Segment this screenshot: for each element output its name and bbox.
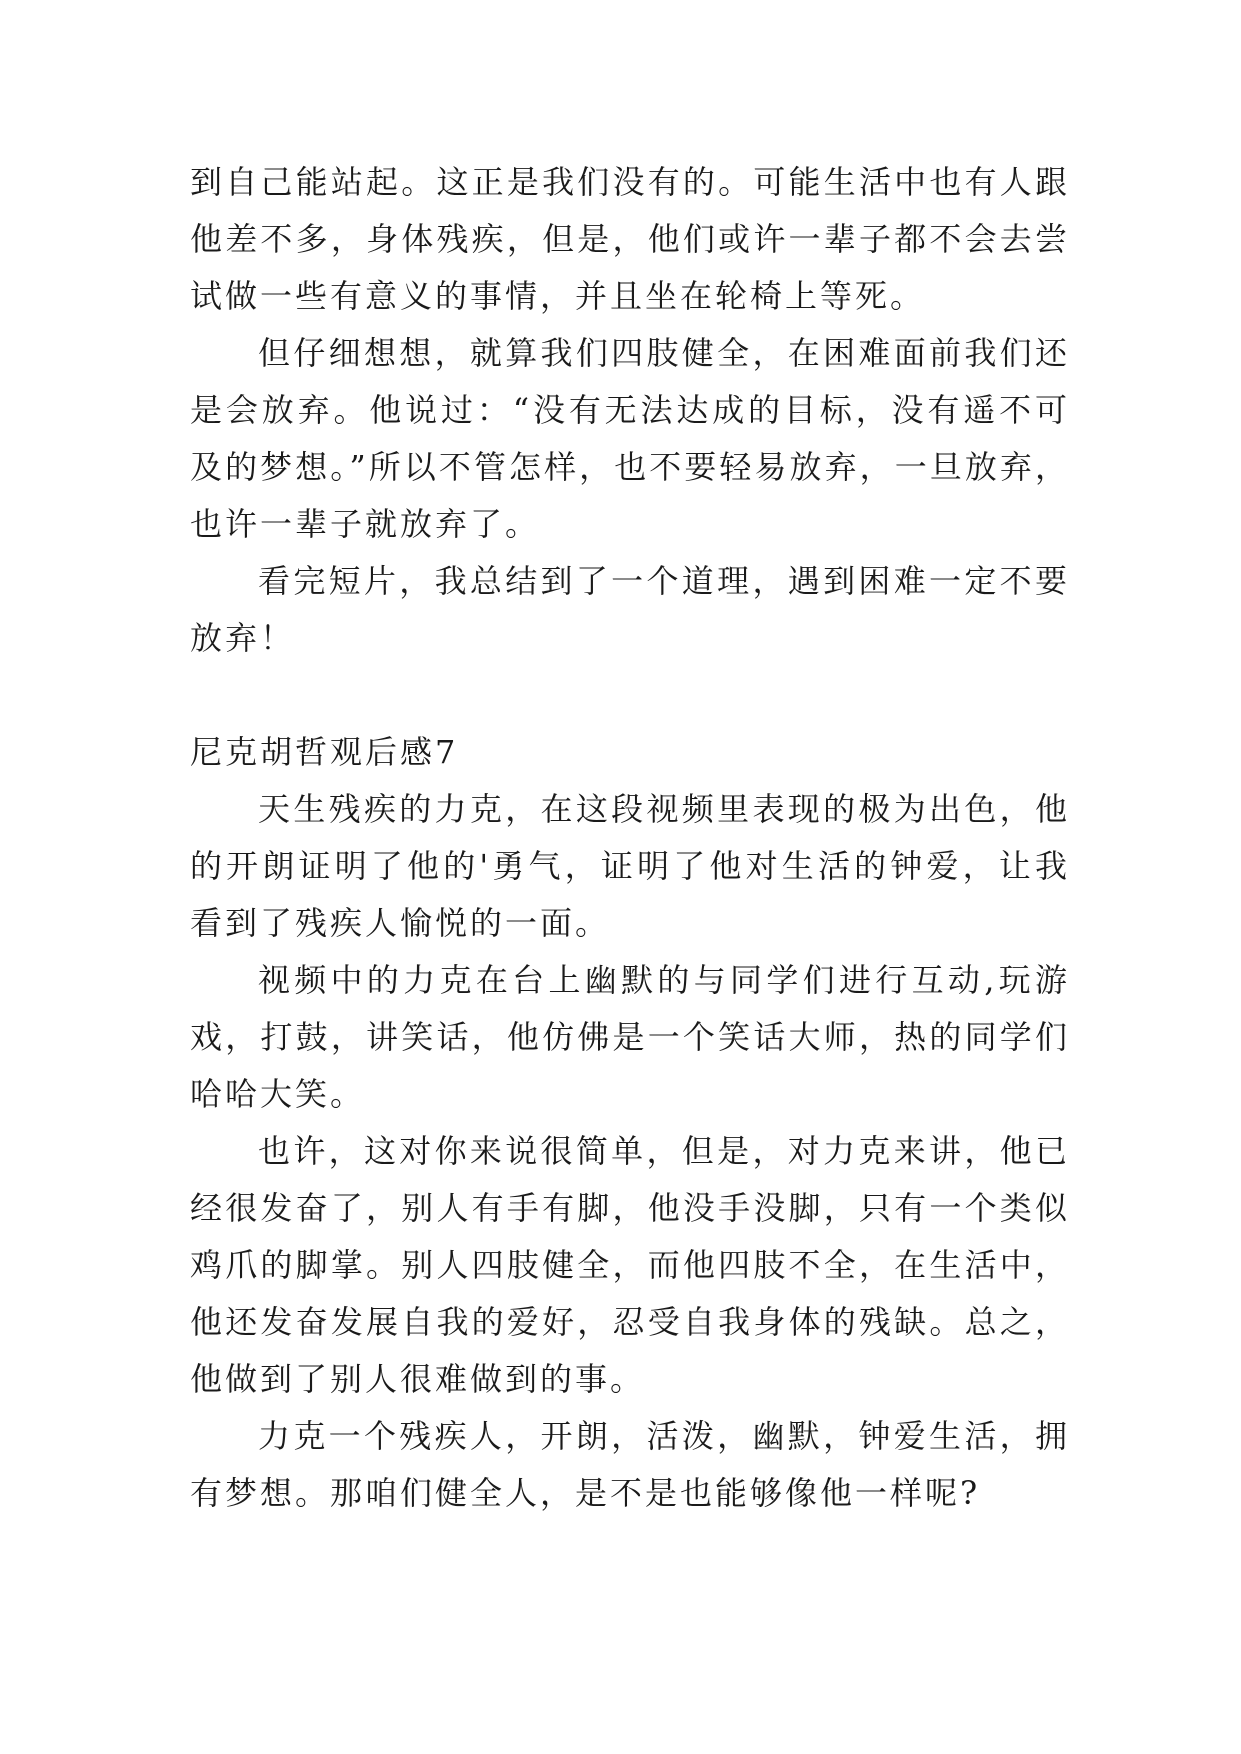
section-title: 尼克胡哲观后感7 [190, 733, 459, 771]
paragraph: 也许，这对你来说很简单，但是，对力克来讲，他已经很发奋了，别人有手有脚，他没手没脚，只有一个类似鸡爪的脚掌。别人四肢健全，而他四肢不全，在生活中，他还发奋发展自我的爱好，忍受自我身体的残缺。总之，他做到了别人很难做到的事。 [190, 1132, 1070, 1398]
paragraph-continuation: 到自己能站起。这正是我们没有的。可能生活中也有人跟他差不多，身体残疾，但是，他们或许一辈子都不会去尝试做一些有意义的事情，并且坐在轮椅上等死。 [190, 163, 1070, 315]
paragraph: 视频中的力克在台上幽默的与同学们进行互动,玩游戏，打鼓，讲笑话，他仿佛是一个笑话大师，热的同学们哈哈大笑。 [190, 961, 1070, 1113]
paragraph: 天生残疾的力克，在这段视频里表现的极为出色，他的开朗证明了他的'勇气，证明了他对生活的钟爱，让我看到了残疾人愉悦的一面。 [190, 790, 1070, 942]
paragraph: 看完短片，我总结到了一个道理，遇到困难一定不要放弃！ [190, 562, 1070, 657]
paragraph: 力克一个残疾人，开朗，活泼，幽默，钟爱生活，拥有梦想。那咱们健全人，是不是也能够像他一样呢? [190, 1417, 1070, 1512]
document-body [190, 154, 1070, 1522]
paragraph: 但仔细想想，就算我们四肢健全，在困难面前我们还是会放弃。他说过：“没有无法达成的目标，没有遥不可及的梦想。”所以不管怎样，也不要轻易放弃，一旦放弃，也许一辈子就放弃了。 [190, 334, 1070, 543]
